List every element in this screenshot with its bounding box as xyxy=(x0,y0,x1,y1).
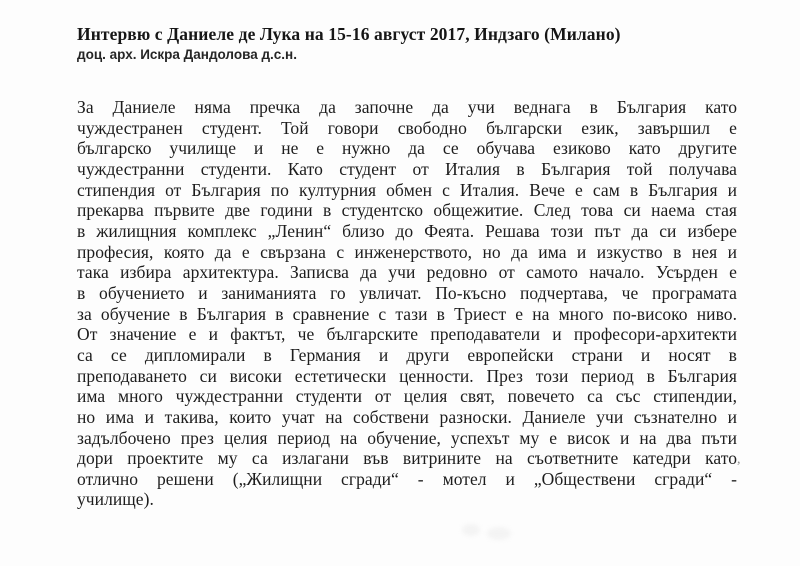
body-line-1: За Даниеле няма пречка да започне да учи веднага в България като xyxy=(77,97,737,117)
document-page xyxy=(77,0,737,566)
body-line-9: така избира архитектура. Записва да учи редовно от самото начало. Усърден е xyxy=(77,262,737,283)
body-line-14: преподаването си високи естетически ценности. През този период в България xyxy=(77,365,737,386)
body-line-11: за обучение в България в сравнение с тази в Триест е на много по-високо ниво. xyxy=(77,303,737,324)
scan-stray-mark: , xyxy=(737,452,741,467)
body-line-8: професия, която да е свързана с инженерството, но да има и изкуство в нея и xyxy=(77,241,737,262)
body-line-6: прекарва първите две години в студентско общежитие. След това си наема стая xyxy=(77,200,737,221)
interview-paragraph xyxy=(77,97,737,510)
body-line-18: дори проектите му са излагани във витрините на съответните катедри като xyxy=(77,448,737,469)
body-line-5: стипендия от България по културния обмен с Италия. Вече е сам в България и xyxy=(77,179,737,200)
body-line-15: има много чуждестранни студенти от целия свят, повечето са със стипендии, xyxy=(77,386,737,407)
body-line-3: българско училище и не е нужно да се обучава езиково като другите xyxy=(77,138,737,159)
scan-smudge xyxy=(462,524,480,536)
body-line-10: в обучението и заниманията го увличат. По-късно подчертава, че програмата xyxy=(77,282,737,303)
body-line-20: училище). xyxy=(77,489,154,510)
body-line-19: отлично решени („Жилищни сгради“ - мотел и „Обществени сгради“ - xyxy=(77,468,737,489)
body-line-12: От значение е и фактът, че българските преподаватели и професори-архитекти xyxy=(77,324,737,345)
document-author: доц. арх. Искра Дандолова д.с.н. xyxy=(77,47,297,62)
document-title: Интервю с Даниеле де Лука на 15-16 август 2017, Индзаго (Милано) xyxy=(77,24,621,44)
body-line-4: чуждестранни студенти. Като студент от Италия в България той получава xyxy=(77,158,737,179)
body-line-13: са се дипломирали в Германия и други европейски страни и носят в xyxy=(77,344,737,365)
body-line-2: чуждестранен студент. Той говори свободно български език, завършил е xyxy=(77,117,737,138)
body-line-7: в жилищния комплекс „Ленин“ близо до Феята. Решава този път да си избере xyxy=(77,220,737,241)
body-line-17: задълбочено през целия период на обучение, успехът му е висок и на два пъти xyxy=(77,427,737,448)
scan-smudge xyxy=(487,527,511,540)
body-line-16: но има и такива, които учат на собствени разноски. Даниеле учи съзнателно и xyxy=(77,406,737,427)
